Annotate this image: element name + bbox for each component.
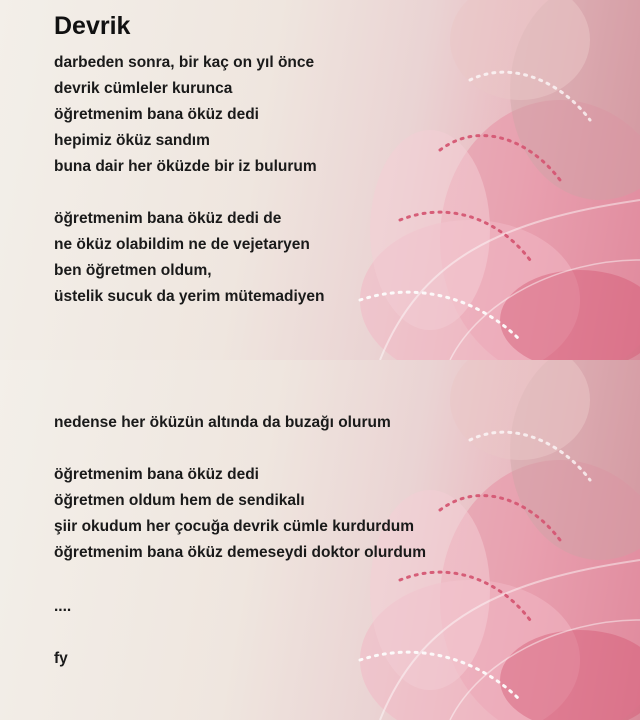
stanza-5 bbox=[54, 594, 71, 620]
stanza-4 bbox=[54, 462, 426, 566]
poem-line: darbeden sonra, bir kaç on yıl önce bbox=[54, 54, 315, 71]
poem-title: Devrik bbox=[54, 12, 131, 40]
poem-line: üstelik sucuk da yerim mütemadiyen bbox=[54, 288, 325, 305]
stanza-1 bbox=[54, 50, 317, 180]
stanza-6 bbox=[54, 646, 68, 672]
poem-card-bottom bbox=[0, 360, 640, 720]
poem-line: öğretmenim bana öküz dedi bbox=[54, 106, 259, 123]
poem-signature: fy bbox=[54, 650, 68, 667]
poem-line: öğretmen oldum hem de sendikalı bbox=[54, 492, 305, 509]
poem-line: hepimiz öküz sandım bbox=[54, 132, 210, 149]
stanza-3 bbox=[54, 410, 391, 436]
poem-line: öğretmenim bana öküz dedi de bbox=[54, 210, 282, 227]
poem-line: ne öküz olabildim ne de vejetaryen bbox=[54, 236, 310, 253]
poem-line: ben öğretmen oldum, bbox=[54, 262, 212, 279]
poem-line: öğretmenim bana öküz dedi bbox=[54, 466, 259, 483]
poem-line: şiir okudum her çocuğa devrik cümle kurdurdum bbox=[54, 518, 415, 535]
poem-line: .... bbox=[54, 598, 72, 615]
poem-line: devrik cümleler kurunca bbox=[54, 80, 233, 97]
poem-line: buna dair her öküzde bir iz bulurum bbox=[54, 158, 317, 175]
poem-line: öğretmenim bana öküz demeseydi doktor olurdum bbox=[54, 544, 427, 561]
stanza-2 bbox=[54, 206, 325, 310]
poem-line: nedense her öküzün altında da buzağı olurum bbox=[54, 414, 391, 431]
